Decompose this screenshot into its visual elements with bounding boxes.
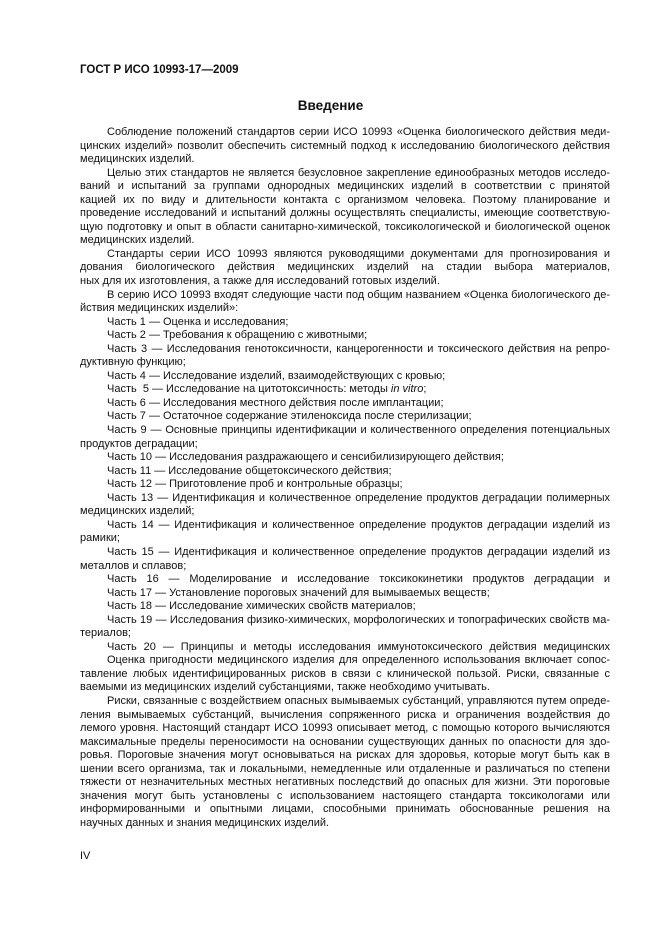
text-line: значения могут быть установлены с использованием настоящего стандарта токсикологами или [80, 789, 610, 802]
paragraph [80, 126, 610, 167]
text-line: Часть 10 — Исследования раздражающего и сенсибилизирующего действия; [107, 451, 504, 464]
text-line: тяжести от незначительных местных негативных последствий до опасных для жизни. Эти пороговые [80, 776, 610, 789]
paragraph [80, 478, 610, 492]
text-line: Часть 20 — Принципы и методы исследования иммунотоксического действия медицинских [107, 640, 610, 653]
text-line: Часть 2 — Требования к обращению с животными; [107, 329, 368, 342]
text-line: ных для их изготовления, а также для исследований готовых изделий. [80, 275, 440, 288]
text-line: Стандарты серии ИСО 10993 являются руководящими документами для прогнозирования и [107, 247, 610, 260]
text-line: рамики; [80, 532, 120, 545]
paragraph [80, 573, 610, 587]
paragraph [80, 587, 610, 601]
text-line: медицинских изделий. [80, 153, 195, 166]
text-line: дуктивную функцию; [80, 356, 186, 369]
text-line: кацией их по виду и длительности контакта с организмом человека. Поэтому планирование и [80, 193, 610, 206]
text-line: тавление любых идентифицированных рисков в связи с клинической пользой. Риски, связанные с [80, 667, 610, 680]
paragraph [80, 383, 610, 397]
paragraph [80, 410, 610, 424]
text-line: медицинских изделий; [80, 505, 195, 518]
text-line: Часть 16 — Моделирование и исследование токсикокинетики продуктов деградации и [107, 573, 610, 586]
document-body [80, 126, 610, 830]
paragraph [80, 451, 610, 465]
text-line: Часть 19 — Исследования физико-химических, морфологических и топографических свойств ма- [107, 613, 610, 626]
text-line: Оценка пригодности медицинского изделия для определенного использования включает сопос- [107, 654, 610, 667]
text-line: информированными и опытными лицами, способными принимать обоснованные решения на [80, 803, 610, 816]
paragraph [80, 424, 610, 451]
text-line: Часть 13 — Идентификация и количественное определение продуктов деградации полимерных [107, 491, 610, 504]
text-line: Часть 7 — Остаточное содержание этиленоксида после стерилизации; [107, 410, 472, 423]
paragraph [80, 289, 610, 316]
text-line: Часть 17 — Установление пороговых значений для вымываемых веществ; [107, 586, 490, 599]
paragraph [80, 316, 610, 330]
paragraph [80, 248, 610, 289]
text-line: ровья. Пороговые значения могут основываться на рисках для здоровья, которые могут быть как в [80, 749, 610, 762]
text-line: Часть 3 — Исследования генотоксичности, канцерогенности и токсического действия на репро- [107, 342, 610, 355]
text-line: йствия медицинских изделий»: [80, 302, 239, 315]
text-line: Часть 4 — Исследование изделий, взаимодействующих с кровью; [107, 369, 446, 382]
paragraph [80, 614, 610, 641]
text-segment: ; [423, 383, 427, 396]
text-line: Целью этих стандартов не является безусловное закрепление единообразных методов исследо- [107, 166, 610, 179]
text-line: продуктов деградации; [80, 437, 198, 450]
text-line: Часть 6 — Исследования местного действия после имплантации; [107, 396, 444, 409]
document-header: ГОСТ Р ИСО 10993-17—2009 [80, 64, 239, 76]
text-line: ления вымываемых субстанций, вычисления сопряженного риска и ограничения воздействия до [80, 708, 610, 721]
paragraph [80, 167, 610, 248]
text-line: Часть 11 — Исследование общетоксического действия; [107, 464, 392, 477]
text-line: лемого уровня. Настоящий стандарт ИСО 10993 описывает метод, с помощью которого вычисляются [80, 722, 610, 735]
text-line: В серию ИСО 10993 входят следующие части под общим названием «Оценка биологического де- [107, 288, 610, 301]
paragraph [80, 329, 610, 343]
paragraph [80, 492, 610, 519]
paragraph [80, 370, 610, 384]
text-line: шении всего организма, так и локальными, немедленные или отдаленные и различаться по степени [80, 762, 610, 775]
text-line: териалов; [80, 627, 131, 640]
paragraph [80, 519, 610, 546]
text-line: научных данных и знания медицинских изделий. [80, 816, 330, 829]
paragraph [80, 397, 610, 411]
italic-term: in vitro [390, 383, 424, 396]
text-line: Риски, связанные с воздействием опасных вымываемых субстанций, управляются путем опреде- [107, 694, 610, 707]
text-line: Часть 12 — Приготовление проб и контрольные образцы; [107, 478, 403, 491]
section-title: Введение [297, 98, 364, 113]
text-line: цинских изделий» позволит обеспечить системный подход к исследованию биологического действия [80, 139, 610, 152]
text-line: ваний и испытаний за группами однородных медицинских изделий в соответствии с принятой [80, 180, 610, 193]
text-line: Часть 18 — Исследование химических свойств материалов; [107, 600, 416, 613]
paragraph [80, 641, 610, 655]
text-line: Часть 15 — Идентификация и количественное определение продуктов деградации изделий из [107, 545, 610, 558]
paragraph [80, 465, 610, 479]
paragraph [80, 546, 610, 573]
text-line: проведение исследований и испытаний должны осуществлять специалисты, имеющие соответствую- [80, 207, 610, 220]
paragraph [80, 600, 610, 614]
text-line: максимальные пределы переносимости на основании существующих данных по опасности для здо- [80, 735, 610, 748]
text-line: дования биологического действия медицинских изделий на стадии выбора материалов, [80, 261, 610, 274]
text-line: металлов и сплавов; [80, 559, 187, 572]
page-number: IV [80, 850, 91, 862]
text-line: Соблюдение положений стандартов серии ИСО 10993 «Оценка биологического действия меди- [107, 126, 610, 138]
paragraph [80, 343, 610, 370]
paragraph [80, 654, 610, 695]
text-line: медицинских изделий. [80, 234, 195, 247]
text-line: Часть 9 — Основные принципы идентификации и количественного определения потенциальных [107, 424, 610, 437]
text-segment: Часть 5 — Исследование на цитотоксичность: методы [107, 383, 391, 396]
paragraph [80, 695, 610, 830]
text-line [80, 383, 610, 397]
text-line: Часть 14 — Идентификация и количественное определение продуктов деградации изделий из [107, 518, 610, 531]
text-line: ваемыми из медицинских изделий субстанциями, также необходимо учитывать. [80, 681, 490, 694]
text-line: щую подготовку и опыт в области санитарно-химической, токсикологической и биологической оценок [80, 220, 610, 233]
text-line: Часть 1 — Оценка и исследования; [107, 315, 289, 328]
